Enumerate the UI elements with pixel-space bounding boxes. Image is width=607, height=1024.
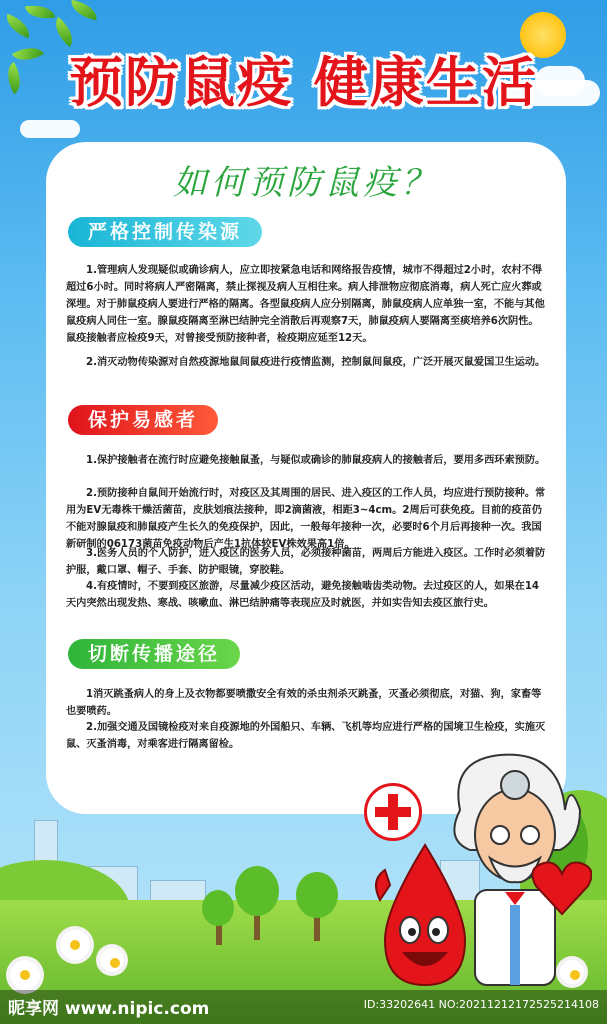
section-paragraph: 1.保护接触者在流行时应避免接触鼠蚤，与疑似或确诊的肺鼠疫病人的接触者后，要用多西环索预防。 (86, 455, 546, 466)
section-heading-protect-susceptible: 保护易感者 (68, 405, 218, 435)
section-heading-control-source: 严格控制传染源 (68, 217, 262, 247)
watermark-id: ID:33202641 NO:20211212172525214108 (363, 998, 599, 1011)
cloud (20, 120, 80, 138)
watermark-site: 昵享网 www.nipic.com (8, 999, 210, 1019)
blood-drop-mascot (370, 840, 480, 990)
section-paragraph: 2.加强交通及国镜检疫对来自疫源地的外国船只、车辆、飞机等均应进行严格的国境卫生检疫，实施灭鼠、灭蚤消毒，对乘客进行隔离留检。 (66, 722, 546, 750)
poster-title: 预防鼠疫 健康生活 (69, 51, 538, 114)
heart-icon (532, 860, 592, 916)
red-cross-icon (364, 783, 422, 841)
cross-horizontal (375, 807, 411, 817)
poster-subtitle: 如何预防鼠疫？ (173, 163, 439, 203)
tree (235, 866, 279, 916)
section-paragraph: 4.有疫情时，不要到疫区旅游，尽量减少疫区活动，避免接触啮齿类动物。去过疫区的人，如果在14天内突然出现发热、寒战、咳嗽血、淋巴结肿痛等表现应及时就医，并如实告知去疫区旅行史。 (66, 581, 540, 609)
section-paragraph: 1.管理病人发现疑似或确诊病人，应立即按紧急电话和网络报告疫情，城市不得超过2小时，农村不得超过6小时。同时将病人严密隔离，禁止探视及病人互相往来。病人排泄物应彻底消毒，病人死亡应火葬或深埋。对于肺鼠疫病人要进行严格的隔离。各型鼠疫病人应分别隔离，肺鼠疫病人应单独一室，不能与其他鼠疫病人同住一室。腺鼠疫隔离至淋巴结肿完全消散后再观察7天，肺鼠疫病人要隔离至痰培养6次阴性。鼠疫接触者应检疫9天，对曾接受预防接种者，检疫期应延至12天。 (66, 265, 545, 344)
section-paragraph: 2.消灭动物传染源对自然疫源地鼠间鼠疫进行疫情监测，控制鼠间鼠疫，广泛开展灭鼠爱国卫生运动。 (86, 357, 546, 368)
flower-icon (10, 960, 40, 990)
section-paragraph: 2.预防接种自鼠间开始流行时，对疫区及其周围的居民、进入疫区的工作人员，均应进行预防接种。常用为EV无毒株干燥活菌苗，皮肤划痕法接种，即2滴菌液，相距3~4cm。2周后可获免疫。目前的疫苗仍不能对腺鼠疫和肺鼠疫产生长久的免疫保护，因此，一般每年接种一次，必要时6个月后再接种一次。我国新研制的06173菌苗免疫动物后产生1抗体较EV株效果高1倍。 (66, 488, 546, 550)
tree (296, 872, 338, 918)
tree (202, 890, 234, 926)
flower-icon (60, 930, 90, 960)
section-heading-cut-transmission: 切断传播途径 (68, 639, 240, 669)
flower-icon (100, 948, 124, 972)
section-paragraph: 3.医务人员的个人防护，进入疫区的医务人员，必须接种菌苗，两周后方能进入疫区。工作时必须着防护服，戴口罩、帽子、手套、防护眼镜，穿胶鞋。 (66, 548, 546, 576)
section-paragraph: 1消灭跳蚤病人的身上及衣物都要喷撒安全有效的杀虫剂杀灭跳蚤，灭蚤必须彻底，对猫、狗，家畜等也要喷药。 (66, 689, 542, 717)
